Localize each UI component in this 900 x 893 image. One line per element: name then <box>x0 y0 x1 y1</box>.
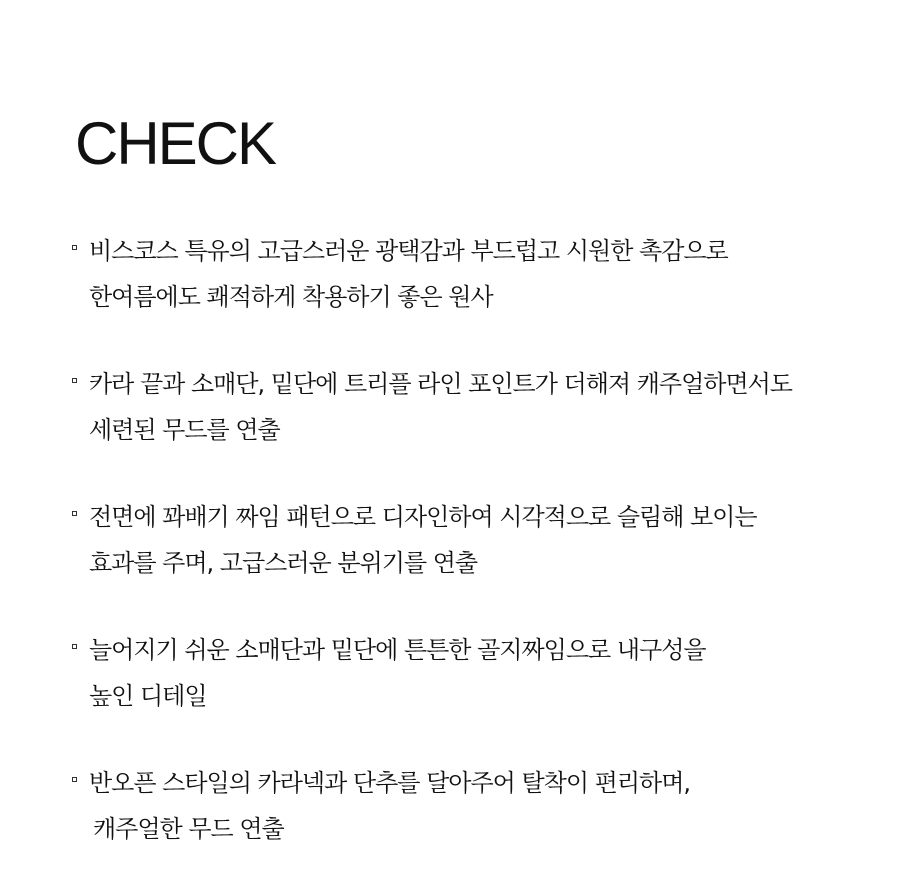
check-item <box>70 494 860 627</box>
square-bullet-icon <box>72 511 77 516</box>
check-item-text-line-2: 캐주얼한 무드 연출 <box>93 815 284 843</box>
check-item <box>70 627 860 760</box>
square-bullet-icon <box>72 644 77 649</box>
square-bullet-icon <box>72 245 77 250</box>
check-item-text-line-1: 비스코스 특유의 고급스러운 광택감과 부드럽고 시원한 촉감으로 <box>89 237 728 265</box>
check-item-text-line-2: 한여름에도 쾌적하게 착용하기 좋은 원사 <box>89 283 493 311</box>
check-item-text-line-2: 효과를 주며, 고급스러운 분위기를 연출 <box>89 549 478 577</box>
section-title: CHECK <box>75 110 276 177</box>
check-item <box>70 228 860 361</box>
check-item <box>70 361 860 494</box>
check-item-text-line-2: 세련된 무드를 연출 <box>89 416 280 444</box>
square-bullet-icon <box>72 777 77 782</box>
check-item-text-line-1: 전면에 꽈배기 짜임 패턴으로 디자인하여 시각적으로 슬림해 보이는 <box>89 503 757 531</box>
square-bullet-icon <box>72 378 77 383</box>
check-item <box>70 760 860 893</box>
check-item-text-line-1: 늘어지기 쉬운 소매단과 밑단에 튼튼한 골지짜임으로 내구성을 <box>89 636 706 664</box>
check-item-text-line-2: 높인 디테일 <box>89 682 207 710</box>
check-item-text-line-1: 카라 끝과 소매단, 밑단에 트리플 라인 포인트가 더해져 캐주얼하면서도 <box>89 370 792 398</box>
check-list <box>70 228 860 893</box>
check-item-text-line-1: 반오픈 스타일의 카라넥과 단추를 달아주어 탈착이 편리하며, <box>89 769 691 797</box>
